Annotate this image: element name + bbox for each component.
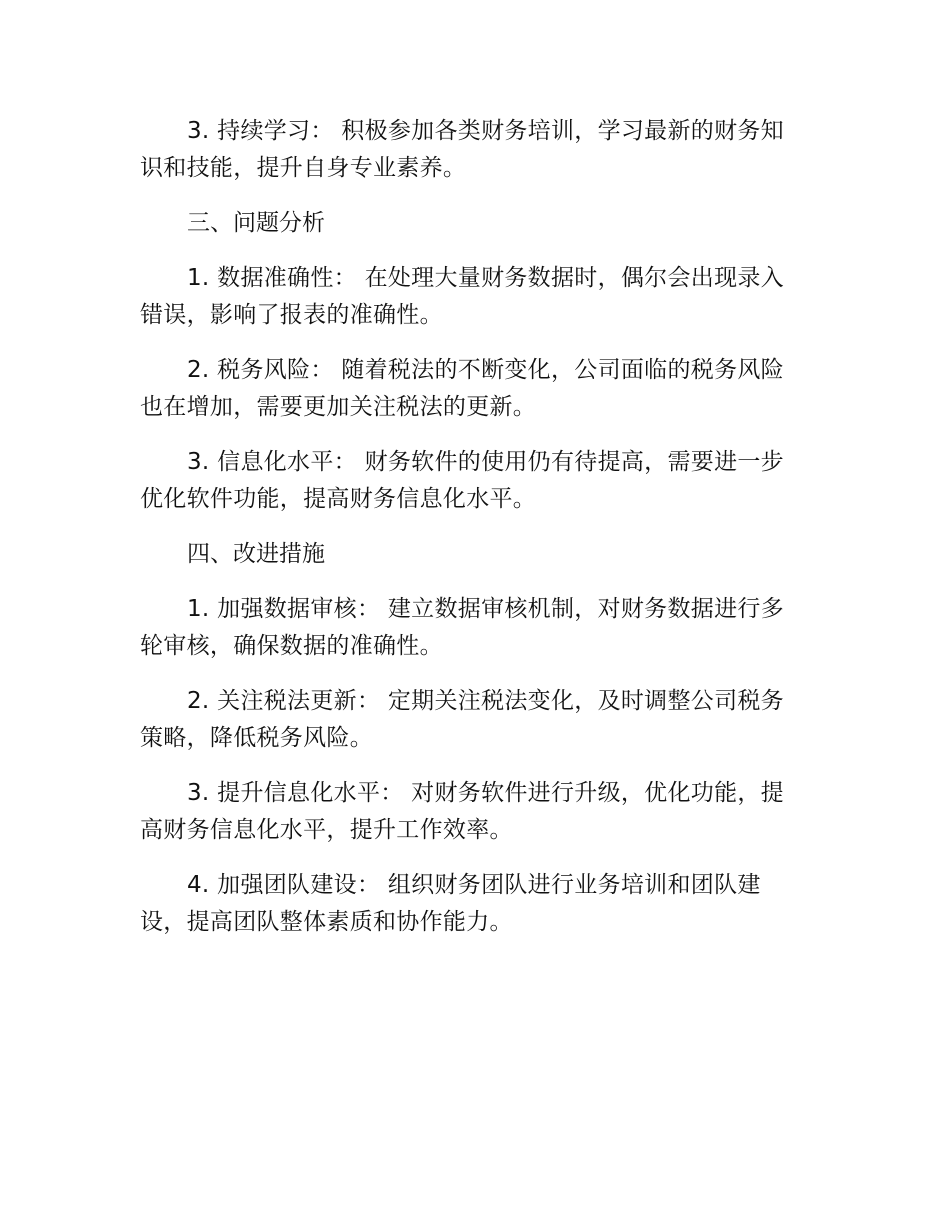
document-page bbox=[140, 113, 805, 959]
paragraph-strengthen-data-review: 1. 加强数据审核： 建立数据审核机制，对财务数据进行多轮审核，确保数据的准确性。 bbox=[140, 596, 784, 659]
paragraph-tax-risk: 2. 税务风险： 随着税法的不断变化，公司面临的税务风险也在增加，需要更加关注税法的更新。 bbox=[140, 357, 784, 420]
section-heading-improvement-measures: 四、改进措施 bbox=[187, 541, 325, 567]
paragraph-follow-tax-updates: 2. 关注税法更新： 定期关注税法变化，及时调整公司税务策略，降低税务风险。 bbox=[140, 688, 784, 751]
section-heading-problem-analysis: 三、问题分析 bbox=[187, 210, 325, 236]
paragraph-improve-informatization: 3. 提升信息化水平： 对财务软件进行升级，优化功能，提高财务信息化水平，提升工作效率。 bbox=[140, 780, 784, 843]
paragraph-continuous-learning: 3. 持续学习： 积极参加各类财务培训，学习最新的财务知识和技能，提升自身专业素养。 bbox=[140, 118, 784, 181]
paragraph-informatization-level: 3. 信息化水平： 财务软件的使用仍有待提高，需要进一步优化软件功能，提高财务信息化水平。 bbox=[140, 449, 784, 512]
paragraph-data-accuracy: 1. 数据准确性： 在处理大量财务数据时，偶尔会出现录入错误，影响了报表的准确性。 bbox=[140, 265, 784, 328]
paragraph-team-building: 4. 加强团队建设： 组织财务团队进行业务培训和团队建设，提高团队整体素质和协作能力。 bbox=[140, 872, 761, 935]
